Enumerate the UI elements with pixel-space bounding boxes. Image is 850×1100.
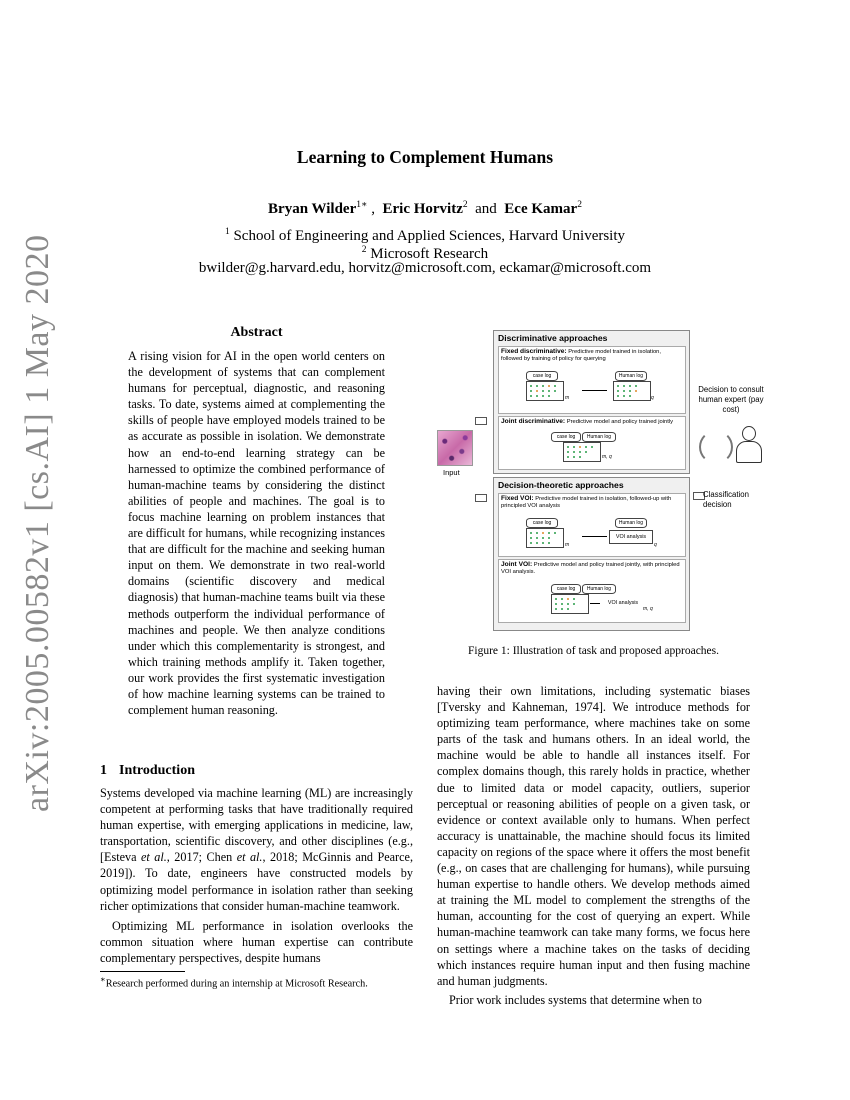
author-and: and <box>475 201 497 217</box>
intro-paragraph <box>100 785 413 914</box>
human-log-icon: Human log <box>582 584 616 594</box>
section-heading <box>100 763 207 779</box>
text-run: , 2017; Chen <box>166 850 237 865</box>
model-grid-icon <box>526 381 564 401</box>
text-run: et al. <box>236 850 263 865</box>
input-arrow-icon <box>475 494 487 502</box>
section-title: Introduction <box>119 763 195 778</box>
author-sup: 2 <box>462 200 468 210</box>
abstract-text: A rising vision for AI in the open world centers on the development of systems that can complement humans for perceptual, diagnostic, and reasoning tasks. To date, systems aimed at complementing the skills of people have employed models trained to be as accurate as possible in isolation. We demonstrate how an end-to-end learning strategy can be harnessed to optimize the combined performance of human-machine teams by considering the distinct abilities of people and machines. The goal is to focus machine learning on problem instances that are difficult for humans, while recognizing instances that are difficult for the machine and seeking human input on them. We demonstrate in two real-world domains (scientific discovery and medical diagnosis) that human-machine teams built via these methods outperform the individual performance of machines and people. We then analyze conditions under which this complementarity is strongest, and which training methods amplify it. Taken together, our work provides the first systematic investigation of how machine learning systems can be trained to complement human reasoning. <box>128 349 385 718</box>
affiliation-sup: 1 <box>224 227 230 237</box>
intro-right-column <box>437 683 750 1008</box>
arxiv-sidebar-stamp: arXiv:2005.00582v1 [cs.AI] 1 May 2020 <box>19 234 56 812</box>
joint-disc-title: Joint discriminative: <box>501 418 566 425</box>
author-emails: bwilder@g.harvard.edu, horvitz@microsoft.com, eckamar@microsoft.com <box>198 260 652 276</box>
fixed-disc-text <box>501 348 683 363</box>
classification-decision-label: Classification decision <box>703 490 749 509</box>
voi-analysis-box: VOI analysis <box>609 530 653 544</box>
author-sup: 2 <box>577 200 582 210</box>
arrow-icon <box>590 603 600 604</box>
intro-paragraph: having their own limitations, including systematic biases [Tversky and Kahneman, 1974]. We introduce methods for optimizing team performance, where machines take on some parts of the task and humans others. In an ideal world, the machine would be able to handle all instances itself. For complex domains though, this rarely holds in practice, whether due to limited data or model capacity, outliers, superior perceptual or reasoning abilities of people on a given task, or evidence or context available only to humans. When perfect accuracy is unattainable, the machine should focus its limited capacity on regions of the space where it offers the most benefit (e.g., on cases that are challenging for humans), while pursuing human expertise to handle others. We develop methods aimed at training the ML model to complement the strengths of the human, accounting for the cost of querying an expert. While human-machine teamwork can take many forms, we focus here on settings where a machine takes on the tasks of deciding which instances require human input and then fusing machine and human judgments. <box>437 684 750 988</box>
input-arrow-icon <box>475 417 487 425</box>
author-list: Bryan Wilder$^{1∗}$ , Eric Horvitz$^2$ and Ece Kamar$^2$ <box>268 200 582 217</box>
footnote-text: Research performed during an internship at Microsoft Research. <box>105 978 368 990</box>
figure-1 <box>437 326 777 632</box>
intro-left-column <box>100 785 413 966</box>
case-log-icon: case log <box>526 518 558 528</box>
fixed-voi-desc: Predictive model trained in isolation, followed-up with principled VOI analysis <box>501 496 672 509</box>
affiliation-text: School of Engineering and Applied Sciences, Harvard University <box>233 228 626 244</box>
fixed-voi-title: Fixed VOI: <box>501 495 534 502</box>
arrow-icon <box>582 390 607 391</box>
author-name: Ece Kamar <box>504 201 578 217</box>
case-log-icon: case log <box>526 371 558 381</box>
q-label: q <box>651 395 654 401</box>
case-log-icon: case log <box>551 432 581 442</box>
footnote-mark: ∗ <box>100 974 106 984</box>
abstract-heading: Abstract <box>230 325 283 340</box>
affiliation-sup: 2 <box>361 245 367 255</box>
intro-paragraph: Optimizing ML performance in isolation overlooks the common situation where human expertise can contribute complementary perspectives, despite humans <box>100 918 413 965</box>
fixed-disc-desc: Predictive model trained in isolation, followed by training of policy for querying <box>501 349 662 362</box>
footnote <box>100 973 413 990</box>
paper-title: Learning to Complement Humans <box>296 147 554 167</box>
model-grid-icon <box>526 528 564 548</box>
human-log-icon: Human log <box>615 371 647 381</box>
input-label: Input <box>443 468 460 477</box>
affiliation-text: Microsoft Research <box>370 246 489 262</box>
voi-analysis-box: VOI analysis <box>607 600 639 606</box>
section-number: 1 <box>100 763 107 778</box>
mq-label: m, q <box>602 454 612 460</box>
fixed-disc-title: Fixed discriminative: <box>501 348 567 355</box>
policy-grid-icon <box>613 381 651 401</box>
consult-decision-label: Decision to consult human expert (pay cost) <box>698 385 764 414</box>
joint-voi-title: Joint VOI: <box>501 561 533 568</box>
joint-voi-text <box>501 561 683 576</box>
joint-voi-desc: Predictive model and policy trained jointly, with principled VOI analysis. <box>501 562 680 575</box>
joint-disc-desc: Predictive model and policy trained jointly <box>566 419 674 425</box>
figure-caption: Figure 1: Illustration of task and proposed approaches. <box>467 645 720 657</box>
author-name: Eric Horvitz <box>382 201 463 217</box>
text-run: Systems developed via machine learning (ML) are increasingly competent at performing tasks that have traditionally required human expertise, with emerging applications in medicine, law, transportation, scientific discovery, and other disciplines (e.g., [Esteva <box>100 786 413 865</box>
joint-grid-icon <box>563 442 601 462</box>
cycle-arrows-icon <box>699 430 733 464</box>
dt-title: Decision-theoretic approaches <box>498 480 624 490</box>
doctor-icon <box>735 426 761 464</box>
text-run: et al. <box>141 850 167 865</box>
input-image <box>437 430 473 466</box>
fixed-voi-text <box>501 495 683 510</box>
mq-label: m, q <box>643 606 653 612</box>
human-log-icon: Human log <box>582 432 616 442</box>
footnote-rule <box>100 971 185 972</box>
human-log-icon: Human log <box>615 518 647 528</box>
arrow-icon <box>582 536 607 537</box>
m-label: m <box>565 542 570 548</box>
discriminative-title: Discriminative approaches <box>498 333 608 343</box>
case-log-icon: case log <box>551 584 581 594</box>
m-label: m <box>565 395 570 401</box>
intro-paragraph: Prior work includes systems that determine when to <box>449 992 702 1007</box>
text-run: , 2018; McGinnis and Pearce, 2019]). To date, engineers have constructed models by optimizing model performance in isolation rather than seeking richer optimizations that consider human-machine teamwork. <box>100 850 413 913</box>
author-name: Bryan Wilder <box>268 201 357 217</box>
joint-grid-icon <box>551 594 589 614</box>
joint-disc-text <box>501 418 683 426</box>
author-sup: 1∗ <box>356 200 368 210</box>
q-label: q <box>654 542 657 548</box>
